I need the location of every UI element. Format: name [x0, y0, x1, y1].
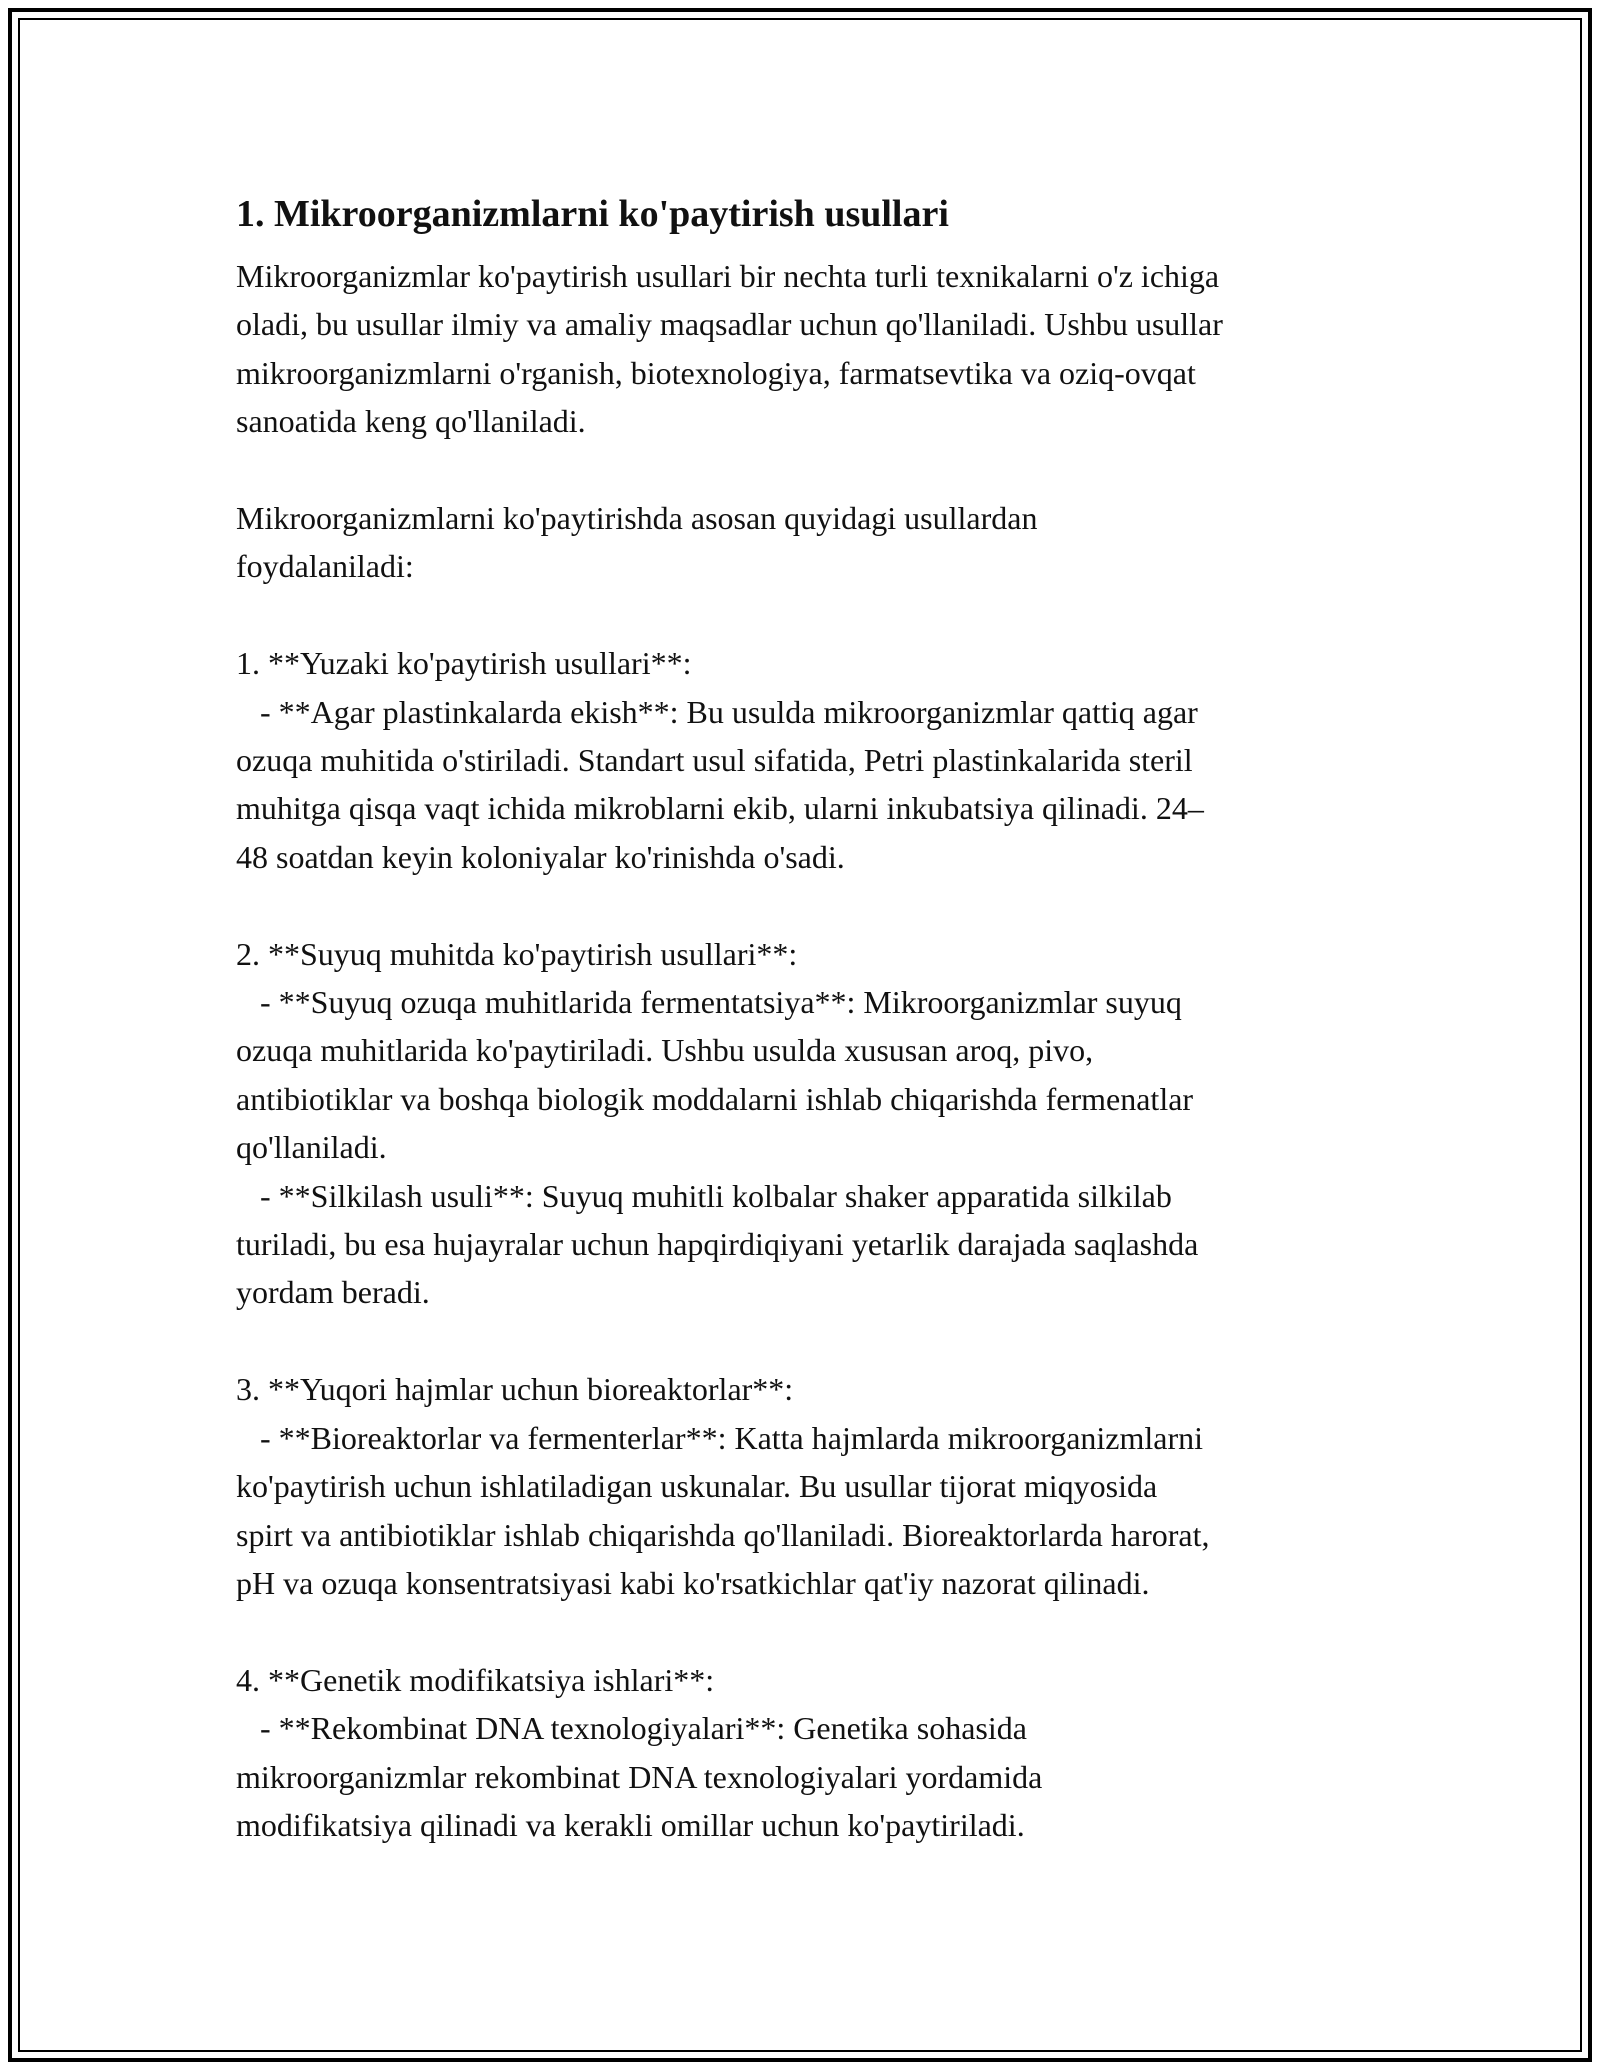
paragraph-gap	[236, 1607, 1386, 1655]
paragraph-gap	[236, 591, 1386, 639]
method-2-liquid-paragraph: 2. **Suyuq muhitda ko'paytirish usullari**: - **Suyuq ozuqa muhitlarida fermentatsiya**: Mikroorganizmlar suyuq ozuqa muhitlarida ko'paytiriladi. Ushbu usulda xususan aroq, pivo, antibiotiklar va boshqa biologik moddalarni ishlab chiqarishda fermenatlar qo'llaniladi. - **Silkilash usuli**: Suyuq muhitli kolbalar shaker apparatida silkilab turiladi, bu esa hujayralar uchun hapqirdiqiyani yetarlik darajada saqlashda yordam beradi.	[236, 935, 1199, 1311]
intro-paragraph: Mikroorganizmlar ko'paytirish usullari bir nechta turli texnikalarni o'z ichiga oladi, bu usullar ilmiy va amaliy maqsadlar uchun qo'llaniladi. Ushbu usullar mikroorganizmlarni o'rganish, biotexnologiya, farmatsevtika va oziq-ovqat sanoatida keng qo'llaniladi.	[236, 258, 1223, 440]
methods-lead-paragraph: Mikroorganizmlarni ko'paytirishda asosan quyidagi usullardan foydalaniladi:	[236, 500, 1038, 585]
method-3-bioreactor-paragraph: 3. **Yuqori hajmlar uchun bioreaktorlar**: - **Bioreaktorlar va fermenterlar**: Katta hajmlarda mikroorganizmlarni ko'paytirish uchun ishlatiladigan uskunalar. Bu usullar tijorat miqyosida spirt va antibiotiklar ishlab chiqarishda qo'llaniladi. Bioreaktorlarda harorat, pH va ozuqa konsentratsiyasi kabi ko'rsatkichlar qat'iy nazorat qilinadi.	[236, 1371, 1210, 1601]
method-1-surface-paragraph: 1. **Yuzaki ko'paytirish usullari**: - **Agar plastinkalarda ekish**: Bu usulda mikroorganizmlar qattiq agar ozuqa muhitida o'stiriladi. Standart usul sifatida, Petri plastinkalarida steril muhitga qisqa vaqt ichida mikroblarni ekib, ularni inkubatsiya qilinadi. 24– 48 soatdan keyin koloniyalar ko'rinishda o'sadi.	[236, 645, 1204, 875]
paragraph-gap	[236, 446, 1386, 494]
method-4-genetic-paragraph: 4. **Genetik modifikatsiya ishlari**: - **Rekombinat DNA texnologiyalari**: Genetika sohasida mikroorganizmlar rekombinat DNA texnologiyalari yordamida modifikatsiya qilinadi va kerakli omillar uchun ko'paytiriladi.	[236, 1661, 1043, 1843]
document-body	[236, 188, 1386, 1849]
paragraph-gap	[236, 881, 1386, 929]
section-heading: 1. Mikroorganizmlarni ko'paytirish usullari	[236, 193, 949, 235]
paragraph-gap	[236, 1317, 1386, 1365]
